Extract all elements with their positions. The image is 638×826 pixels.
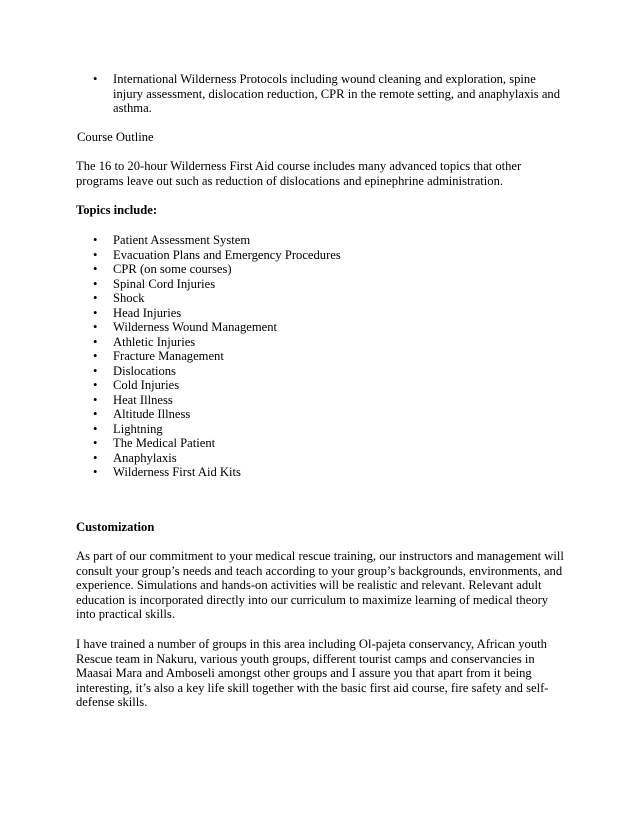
topic-text: Cold Injuries — [113, 378, 180, 392]
topic-text: Dislocations — [113, 363, 176, 378]
groups-paragraph: I have trained a number of groups in this area including Ol-pajeta conservancy, African youth Rescue team in Nakuru, various youth groups, different tourist camps and conservancies in Maasai Mara and Amboseli amongst other groups and I assure you that apart from it being interesting, it’s also a key life skill together with the basic first aid course, fire safety and self-defense skills. — [76, 637, 549, 709]
bullet-icon: • — [93, 421, 98, 436]
topic-item — [76, 364, 564, 379]
topic-text: Lightning — [113, 421, 163, 436]
bullet-icon: • — [93, 72, 98, 86]
topic-item — [76, 393, 564, 408]
topic-text: Anaphylaxis — [113, 450, 177, 465]
customization-heading: Customization — [76, 520, 155, 534]
topic-item — [76, 262, 564, 277]
bullet-icon: • — [93, 305, 98, 320]
topic-item — [76, 451, 564, 466]
topic-item — [76, 407, 564, 422]
topic-item — [76, 291, 564, 306]
list-item-text: International Wilderness Protocols including wound cleaning and exploration, spine injury assessment, dislocation reduction, CPR in the remote setting, and anaphylaxis and asthma. — [113, 72, 560, 115]
bullet-icon: • — [93, 349, 98, 363]
topic-text: Head Injuries — [113, 305, 182, 320]
topic-item — [76, 277, 564, 292]
topic-text: Heat Illness — [113, 392, 173, 407]
topic-text: The Medical Patient — [113, 436, 216, 450]
topic-text: Shock — [113, 291, 145, 305]
topics-list — [76, 233, 564, 480]
bullet-icon: • — [93, 247, 98, 262]
bullet-icon: • — [93, 465, 98, 479]
topic-text: Evacuation Plans and Emergency Procedures — [113, 247, 341, 262]
topic-text: Fracture Management — [113, 349, 224, 363]
bullet-icon: • — [93, 363, 98, 378]
bullet-icon: • — [93, 276, 98, 291]
bullet-icon: • — [93, 378, 98, 392]
bullet-icon: • — [93, 262, 98, 276]
topic-item — [76, 378, 564, 393]
bullet-icon: • — [93, 291, 98, 305]
topic-text: Wilderness Wound Management — [113, 320, 278, 334]
bullet-icon: • — [93, 450, 98, 465]
topic-text: Spinal Cord Injuries — [113, 276, 216, 291]
bullet-icon: • — [93, 320, 98, 334]
topic-item — [76, 320, 564, 335]
topic-text: Wilderness First Aid Kits — [113, 465, 241, 479]
bullet-icon: • — [93, 392, 98, 407]
topic-item — [76, 436, 564, 451]
bullet-icon: • — [93, 334, 98, 349]
topic-text: Patient Assessment System — [113, 233, 251, 247]
list-item — [76, 72, 564, 116]
course-outline-label: Course Outline — [77, 130, 154, 144]
bullet-icon: • — [93, 436, 98, 450]
topic-item — [76, 335, 564, 350]
topic-item — [76, 248, 564, 263]
topic-item — [76, 422, 564, 437]
topics-heading: Topics include: — [76, 203, 158, 217]
bullet-icon: • — [93, 407, 98, 421]
topic-text: CPR (on some courses) — [113, 262, 232, 276]
topic-item — [76, 465, 564, 480]
bullet-icon: • — [93, 233, 98, 247]
customization-paragraph: As part of our commitment to your medical rescue training, our instructors and management will consult your group’s needs and teach according to your group’s backgrounds, environments, and experience. Simulations and hands-on activities will be realistic and relevant. Relevant adult education is incorporated directly into our curriculum to maximize learning of medical theory into practical skills. — [76, 549, 564, 621]
intro-paragraph: The 16 to 20-hour Wilderness First Aid course includes many advanced topics that other programs leave out such as reduction of dislocations and epinephrine administration. — [76, 159, 522, 188]
topic-text: Altitude Illness — [113, 407, 191, 421]
protocols-bullet-list — [76, 72, 564, 116]
topic-item — [76, 349, 564, 364]
topic-item — [76, 306, 564, 321]
topic-text: Athletic Injuries — [113, 334, 196, 349]
topic-item — [76, 233, 564, 248]
